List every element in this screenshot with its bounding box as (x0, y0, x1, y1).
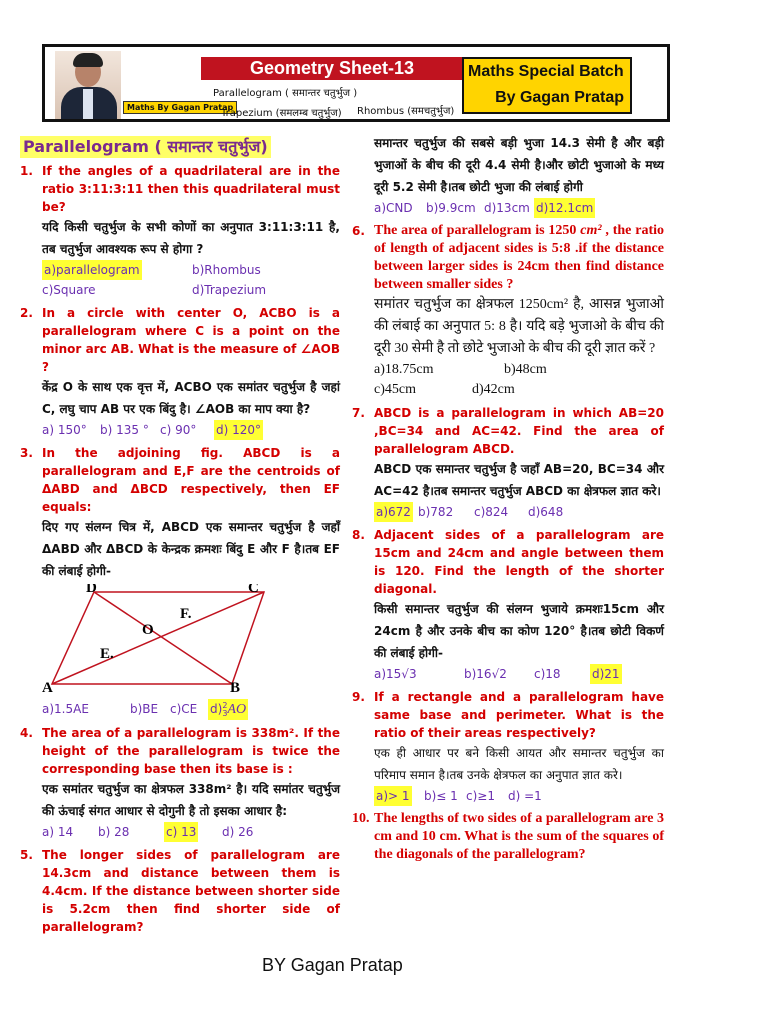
question-number: 5. (20, 848, 33, 862)
fraction-denominator: 3 (222, 708, 228, 718)
question-3 (20, 444, 340, 516)
vertex-c: C (248, 584, 259, 596)
options (374, 502, 664, 522)
option-a-answer: a)672 (374, 502, 413, 522)
question-text-en: If the angles of a quadrilateral are in the ratio 3:11:3:11 then this quadrilateral must be? (42, 164, 340, 214)
question-number: 2. (20, 306, 33, 320)
option-d: d) 26 (222, 825, 254, 839)
option-b: b)16√2 (464, 667, 507, 681)
option-d: d)42cm (472, 382, 515, 397)
option-a: a) 14 (42, 825, 74, 839)
vertex-d: D (86, 584, 97, 596)
option-a: a)1.5AE (42, 702, 89, 716)
option-b: b)48cm (504, 362, 547, 377)
question-text-hi: किसी समान्तर चतुर्भुज की संलग्न भुजाये क्रमशः15cm और 24cm है और उनके बीच का कोण 120° है।तब छोटी विकर्ण की लंबाई होगी- (374, 602, 664, 660)
question-10 (352, 810, 664, 864)
brand-tag: Maths By Gagan Pratap (123, 101, 237, 114)
subtitle-rhombus: Rhombus (समचतुर्भुज) (357, 106, 455, 117)
question-9 (352, 688, 664, 742)
point-f: F. (180, 606, 192, 622)
question-text-en: The area of a parallelogram is 338m². If the height of the parallelogram is twice the corresponding base then its base is : (42, 726, 340, 776)
option-b: b)BE (130, 702, 159, 716)
unit: cm² (580, 223, 602, 238)
option-a: a)CND (374, 201, 413, 215)
option-c: c)Square (42, 283, 96, 297)
option-d-answer: d)12.1cm (534, 198, 595, 218)
question-number: 3. (20, 446, 33, 460)
left-column (20, 136, 340, 936)
batch-line-1: Maths Special Batch (468, 63, 624, 80)
question-text-en: In a circle with center O, ACBO is a parallelogram where C is a point on the minor arc AB. What is the measure of ∠AOB ? (42, 306, 340, 374)
batch-line-2: By Gagan Pratap (495, 89, 624, 106)
option-a-answer: a)parallelogram (42, 260, 142, 280)
question-text-hi: समांतर चतुर्भुज का क्षेत्रफल 1250cm² है, आसन्न भुजाओ की लंबाई का अनुपात 5: 8 है। यदि बड़े भुजाओ के बीच की दूरी 30 सेमी है तो छोटे भुजाओ के बीच की दूरी ज्ञात करें ? (374, 297, 664, 356)
subtitle-parallelogram: Parallelogram ( समान्तर चतुर्भुज ) (213, 88, 358, 99)
option-b: b) 135 ° (100, 423, 149, 437)
option-a-answer: a)> 1 (374, 786, 412, 806)
question-number: 6. (352, 224, 365, 238)
options (42, 699, 340, 720)
sheet-title: Geometry Sheet-13 (201, 57, 463, 80)
question-6 (352, 222, 664, 294)
options (374, 664, 664, 684)
option-d-value: AO (227, 702, 247, 717)
question-number: 10. (352, 811, 370, 826)
question-text-en: The area of parallelogram is 1250 cm² , the ratio of length of adjacent sides is 5:8 .if the distance between larger sides is 24cm then find distance between smaller sides ? (374, 223, 664, 292)
option-c: c)≥1 (466, 789, 495, 803)
question-text-hi: दिए गए संलग्न चित्र में, ABCD एक समान्तर चतुर्भुज है जहाँ ΔABD और ΔBCD के केन्द्रक क्रमशः बिंदु E और F है।तब EF की लंबाई होगी- (42, 520, 340, 578)
option-c: d)13cm (484, 201, 530, 215)
options (374, 360, 664, 400)
option-c: c) 90° (160, 423, 197, 437)
options (374, 198, 664, 218)
question-5-text-hi: समान्तर चतुर्भुज की सबसे बड़ी भुजा 14.3 सेमी है और बड़ी भुजाओं के बीच की दूरी 4.4 सेमी है।और छोटी भुजाओ के मध्य दूरी 5.2 सेमी है।तब छोटी भुजा की लंबाई होगी (374, 136, 664, 194)
option-d-answer: d)21 (590, 664, 622, 684)
option-b: b)≤ 1 (424, 789, 458, 803)
option-d: d) =1 (508, 789, 542, 803)
question-7 (352, 404, 664, 458)
question-number: 9. (352, 690, 365, 704)
question-text-hi: केंद्र O के साथ एक वृत्त में, ACBO एक समांतर चतुर्भुज है जहां C, लघु चाप AB पर एक बिंदु है। ∠AOB का माप क्या है? (42, 380, 340, 416)
option-c: c)18 (534, 667, 561, 681)
question-text-hi: यदि किसी चतुर्भुज के सभी कोणों का अनुपात 3:11:3:11 है, तब चतुर्भुज आवश्यक रूप से होगा ? (42, 220, 340, 256)
question-text-en: The longer sides of parallelogram are 14.3cm and distance between them is 4.4cm. If the distance between shorter side is 5.2cm then find shorter side of parallelogram? (42, 848, 340, 934)
point-o: O (142, 622, 154, 638)
question-text-en: If a rectangle and a parallelogram have same base and perimeter. What is the ratio of their areas respectively? (374, 690, 664, 740)
question-text-en: The lengths of two sides of a parallelogram are 3 cm and 10 cm. What is the sum of the squares of the diagonals of the parallelogram? (374, 811, 664, 862)
option-c-answer: c) 13 (164, 822, 198, 842)
option-c: c)824 (474, 505, 509, 519)
question-number: 8. (352, 528, 365, 542)
parallelogram-figure (42, 584, 272, 694)
question-text-en: ABCD is a parallelogram in which AB=20 ,BC=34 and AC=42. Find the area of parallelogram ABCD. (374, 406, 664, 456)
point-e: E. (100, 646, 114, 662)
vertex-a: A (42, 680, 53, 694)
question-number: 7. (352, 406, 365, 420)
question-number: 4. (20, 726, 33, 740)
question-5 (20, 846, 340, 936)
vertex-b: B (230, 680, 241, 694)
question-4 (20, 724, 340, 778)
question-text-hi: एक ही आधार पर बने किसी आयत और समान्तर चतुर्भुज का परिमाप समान है।तब उनके क्षेत्रफल का अनुपात ज्ञात करे। (374, 746, 664, 782)
option-b: b) 28 (98, 825, 130, 839)
question-text-hi: ABCD एक समान्तर चतुर्भुज है जहाँ AB=20, BC=34 और AC=42 है।तब समान्तर चतुर्भुज ABCD का क्षेत्रफल ज्ञात करे। (374, 462, 664, 498)
option-b: b)Rhombus (192, 263, 261, 277)
subtitle-trapezium: Trapezium (समलम्ब चतुर्भुज) (221, 108, 342, 119)
footer-author: BY Gagan Pratap (262, 955, 403, 975)
option-a: a) 150° (42, 423, 87, 437)
question-1 (20, 162, 340, 216)
fraction-numerator: 2 (222, 700, 228, 710)
option-d: d)Trapezium (192, 283, 267, 297)
option-a: a)18.75cm (374, 362, 434, 377)
option-c: c)45cm (374, 382, 416, 397)
question-8 (352, 526, 664, 598)
option-d-answer: d) 120° (214, 420, 263, 440)
option-c: c)CE (170, 702, 198, 716)
option-a: a)15√3 (374, 667, 417, 681)
option-b: b)782 (418, 505, 454, 519)
options (42, 822, 340, 842)
author-photo (55, 51, 121, 119)
section-title: Parallelogram ( समान्तर चतुर्भुज) (20, 136, 271, 158)
options (374, 786, 664, 806)
question-text-hi: एक समांतर चतुर्भुज का क्षेत्रफल 338m² है। यदि समांतर चतुर्भुज की ऊंचाई संगत आधार से दोगुनी है तो इसका आधार है: (42, 782, 340, 818)
option-d-answer: d) 2 3 AO (208, 699, 248, 720)
question-text-en: In the adjoining fig. ABCD is a parallelogram and E,F are the centroids of ΔABD and ΔBCD respectively, then EF equals: (42, 446, 340, 514)
options (42, 260, 340, 300)
batch-box (462, 57, 632, 114)
header-box (42, 44, 670, 122)
option-b: b)9.9cm (426, 201, 476, 215)
question-number: 1. (20, 164, 33, 178)
right-column (352, 132, 664, 864)
question-text-en: Adjacent sides of a parallelogram are 15cm and 24cm and angle between them is 120. Find the length of the shorter diagonal. (374, 528, 664, 596)
option-d: d)648 (528, 505, 564, 519)
options (42, 420, 340, 440)
question-2 (20, 304, 340, 376)
